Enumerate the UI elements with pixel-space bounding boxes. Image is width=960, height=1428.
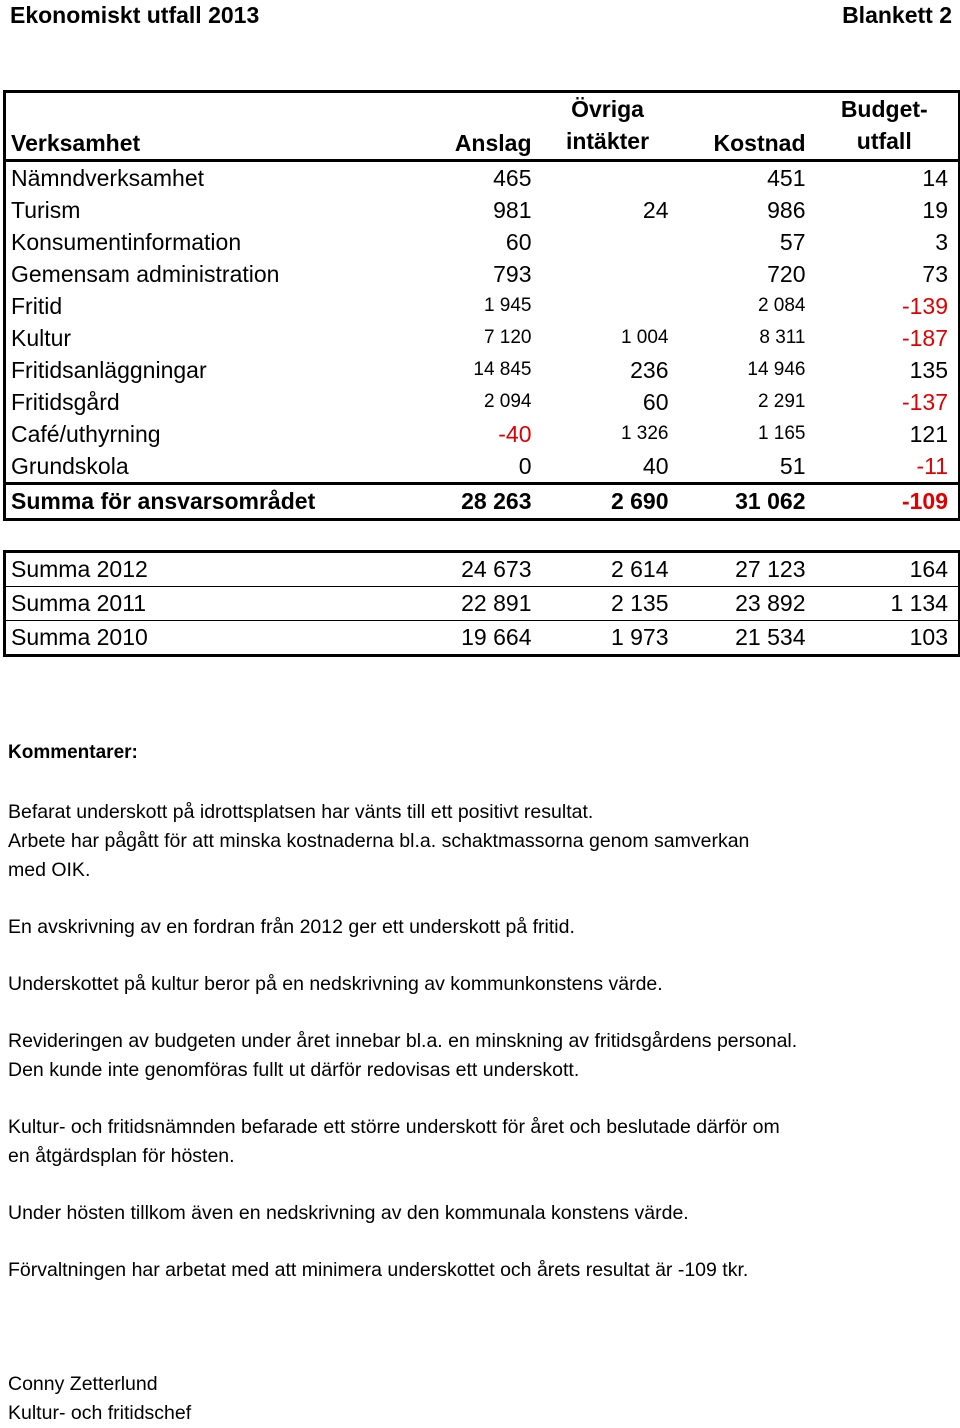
comment-paragraph — [8, 913, 953, 942]
cell-utfall: 19 — [922, 196, 948, 223]
cell-anslag: 0 — [518, 452, 532, 479]
cell-name: Fritidsgård — [11, 388, 120, 415]
cell-anslag: 24 673 — [461, 556, 532, 582]
comments-title: Kommentarer: — [8, 742, 138, 763]
cell-ovriga: 40 — [642, 452, 669, 479]
header-verksamhet: Verksamhet — [5, 92, 407, 161]
cell-ovriga — [542, 161, 679, 195]
table-row — [5, 621, 960, 656]
table-header-row — [5, 92, 960, 161]
table-row — [5, 258, 960, 290]
table-row — [5, 194, 960, 226]
cell-kostnad: 27 123 — [735, 556, 806, 582]
cell-anslag: 19 664 — [407, 621, 542, 656]
cell-kostnad: 1 165 — [757, 423, 806, 444]
cell-anslag: 14 845 — [473, 359, 532, 380]
comment-line: Förvaltningen har arbetat med att minimera underskottet och årets resultat är -109 tkr. — [8, 1259, 749, 1281]
comment-paragraph — [8, 1113, 953, 1171]
table-row — [5, 418, 960, 450]
cell-anslag: -40 — [498, 420, 532, 447]
header-kostnad: Kostnad — [679, 92, 816, 161]
cell-ovriga: 1 973 — [542, 621, 679, 656]
signature-name: Conny Zetterlund — [8, 1373, 158, 1395]
comment-line: Revideringen av budgeten under året innebar bl.a. en minskning av fritidsgårdens personal. — [8, 1030, 798, 1052]
cell-name: Konsumentinformation — [11, 228, 242, 255]
comment-paragraph — [8, 1256, 953, 1285]
cell-anslag: 7 120 — [483, 327, 532, 348]
cell-utfall: 1 134 — [816, 587, 960, 621]
cell-kostnad: 14 946 — [747, 359, 806, 380]
table-row — [5, 322, 960, 354]
cell-utfall: -187 — [901, 324, 948, 351]
header-ovriga-intakter: Övriga intäkter — [542, 92, 679, 161]
cell-utfall: 14 — [922, 164, 948, 191]
signature — [8, 1370, 191, 1428]
header-budgetutfall: Budget- utfall — [816, 92, 960, 161]
cell-utfall: 73 — [922, 260, 948, 287]
header-anslag: Anslag — [407, 92, 542, 161]
table-row — [5, 161, 960, 195]
cell-ovriga: 60 — [642, 388, 669, 415]
comment-line: Den kunde inte genomföras fullt ut därför redovisas ett underskott. — [8, 1059, 580, 1081]
cell-ovriga: 2 614 — [610, 556, 669, 582]
cell-name: Grundskola — [11, 452, 129, 479]
total-row — [5, 484, 960, 520]
comment-paragraph — [8, 798, 953, 885]
cell-kostnad: 2 291 — [757, 391, 806, 412]
cell-ovriga — [542, 258, 679, 290]
cell-name: Nämndverksamhet — [11, 164, 205, 191]
cell-name: Café/uthyrning — [11, 420, 161, 447]
cell-ovriga — [542, 290, 679, 322]
comment-line: Underskottet på kultur beror på en nedskrivning av kommunkonstens värde. — [8, 973, 663, 995]
cell-name: Summa 2010 — [5, 621, 407, 656]
cell-ovriga: 1 326 — [620, 423, 669, 444]
cell-utfall: 164 — [909, 556, 948, 582]
cell-name: Fritidsanläggningar — [11, 356, 207, 383]
cell-ovriga: 236 — [630, 356, 669, 383]
cell-kostnad: 31 062 — [679, 484, 816, 520]
comment-line: En avskrivning av en fordran från 2012 ger ett underskott på fritid. — [8, 916, 575, 938]
cell-anslag: 1 945 — [483, 295, 532, 316]
budget-table — [3, 90, 960, 521]
cell-name: Gemensam administration — [11, 260, 280, 287]
comment-paragraph — [8, 970, 953, 999]
history-table — [3, 550, 960, 657]
cell-kostnad: 986 — [767, 196, 806, 223]
page-header — [0, 0, 960, 30]
cell-kostnad: 2 084 — [757, 295, 806, 316]
form-label: Blankett 2 — [842, 2, 952, 28]
comment-line: Under hösten tillkom även en nedskrivning av den kommunala konstens värde. — [8, 1202, 689, 1224]
comment-line: med OIK. — [8, 859, 91, 881]
cell-kostnad: 451 — [767, 164, 806, 191]
cell-name: Kultur — [11, 324, 72, 351]
cell-anslag: 22 891 — [407, 587, 542, 621]
cell-name: Summa för ansvarsområdet — [5, 484, 407, 520]
cell-kostnad: 57 — [779, 228, 806, 255]
comment-line: Kultur- och fritidsnämnden befarade ett större underskott för året och beslutade därför om — [8, 1116, 780, 1138]
table-row — [5, 587, 960, 621]
cell-name: Summa 2011 — [5, 587, 407, 621]
cell-name: Fritid — [11, 292, 63, 319]
comment-line: en åtgärdsplan för hösten. — [8, 1145, 235, 1167]
table-row — [5, 450, 960, 484]
cell-utfall: 3 — [935, 228, 948, 255]
cell-ovriga: 2 690 — [542, 484, 679, 520]
cell-name: Summa 2012 — [11, 556, 148, 582]
page-title: Ekonomiskt utfall 2013 — [10, 2, 260, 28]
signature-role: Kultur- och fritidschef — [8, 1402, 192, 1424]
cell-anslag: 2 094 — [483, 391, 532, 412]
cell-utfall: -11 — [916, 452, 948, 479]
cell-anslag: 28 263 — [407, 484, 542, 520]
cell-kostnad: 21 534 — [679, 621, 816, 656]
cell-ovriga: 1 004 — [620, 327, 669, 348]
cell-kostnad: 23 892 — [679, 587, 816, 621]
cell-utfall: -137 — [901, 388, 948, 415]
table-row — [5, 386, 960, 418]
cell-kostnad: 51 — [779, 452, 806, 479]
cell-utfall: 121 — [909, 420, 948, 447]
table-row — [5, 552, 960, 587]
comment-paragraph — [8, 1027, 953, 1085]
comment-paragraph — [8, 1199, 953, 1228]
cell-ovriga: 24 — [642, 196, 669, 223]
table-row — [5, 226, 960, 258]
cell-utfall: 103 — [816, 621, 960, 656]
comment-line: Arbete har pågått för att minska kostnaderna bl.a. schaktmassorna genom samverkan — [8, 830, 750, 852]
cell-anslag: 793 — [493, 260, 532, 287]
cell-anslag: 60 — [505, 228, 532, 255]
cell-ovriga — [542, 226, 679, 258]
table-row — [5, 290, 960, 322]
cell-utfall: -109 — [816, 484, 960, 520]
cell-name: Turism — [11, 196, 81, 223]
cell-utfall: -139 — [901, 292, 948, 319]
comments-section — [8, 798, 953, 1313]
cell-anslag: 981 — [493, 196, 532, 223]
cell-utfall: 135 — [909, 356, 948, 383]
comment-line: Befarat underskott på idrottsplatsen har vänts till ett positivt resultat. — [8, 801, 594, 823]
cell-anslag: 465 — [493, 164, 532, 191]
cell-kostnad: 8 311 — [759, 327, 806, 348]
cell-ovriga: 2 135 — [542, 587, 679, 621]
table-row — [5, 354, 960, 386]
cell-kostnad: 720 — [767, 260, 806, 287]
